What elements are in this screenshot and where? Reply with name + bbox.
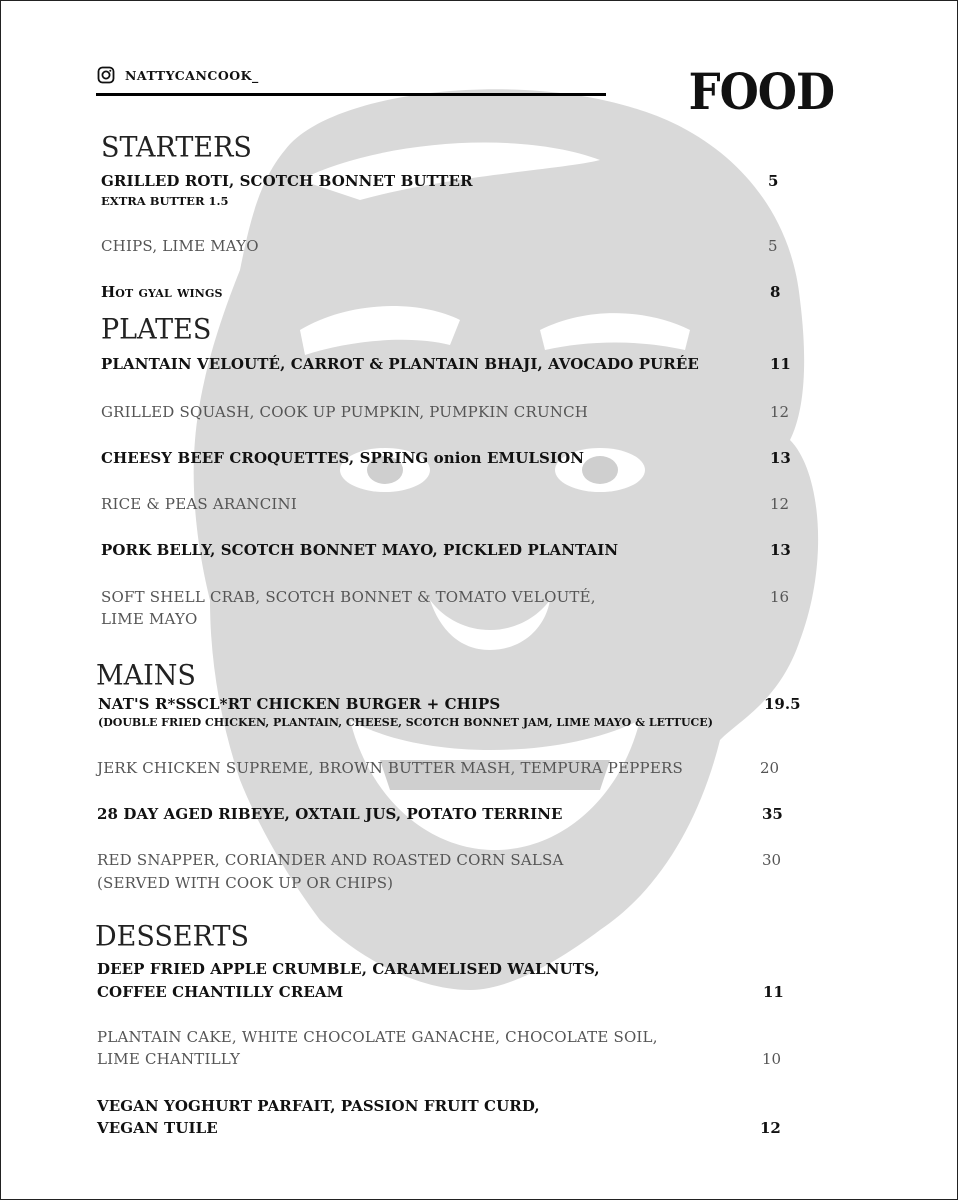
- menu-item-name-cont: LIME CHANTILLY: [97, 1050, 241, 1068]
- menu-item-price: 16: [770, 588, 790, 606]
- menu-item-name: RICE & PEAS ARANCINI: [101, 495, 297, 513]
- menu-item-price: 13: [770, 449, 791, 467]
- instagram-icon: [97, 66, 115, 84]
- menu-item-name: NAT'S R*SSCL*RT CHICKEN BURGER + CHIPS: [98, 695, 501, 713]
- menu-item-price: 12: [770, 403, 790, 421]
- menu-item-price: 12: [760, 1119, 781, 1137]
- menu-item-name: VEGAN YOGHURT PARFAIT, PASSION FRUIT CURD,: [97, 1097, 540, 1115]
- menu-item-name: GRILLED ROTI, SCOTCH BONNET BUTTER: [101, 172, 473, 190]
- page-title: FOOD: [688, 62, 834, 121]
- menu-item-price: 5: [768, 172, 779, 190]
- menu-item-price: 35: [762, 805, 783, 823]
- header-rule: [96, 93, 606, 96]
- section-title-mains: MAINS: [96, 659, 196, 692]
- menu-item-price: 20: [760, 759, 780, 777]
- section-title-plates: PLATES: [101, 313, 212, 346]
- menu-item-name: DEEP FRIED APPLE CRUMBLE, CARAMELISED WALNUTS,: [97, 960, 600, 978]
- menu-item-name: CHEESY BEEF CROQUETTES, SPRING onion EMULSION: [101, 449, 585, 467]
- menu-item-name: SOFT SHELL CRAB, SCOTCH BONNET & TOMATO VELOUTÉ,: [101, 588, 596, 606]
- menu-item-price: 30: [762, 851, 782, 869]
- menu-item-name-cont: (SERVED WITH COOK UP OR CHIPS): [97, 874, 394, 892]
- menu-item-name: Hot gyal wings: [101, 283, 223, 301]
- menu-item-name: PLANTAIN CAKE, WHITE CHOCOLATE GANACHE, CHOCOLATE SOIL,: [97, 1028, 658, 1046]
- menu-item-name-cont: VEGAN TUILE: [97, 1119, 218, 1137]
- menu-item-price: 5: [768, 237, 778, 255]
- menu-item-name: CHIPS, LIME MAYO: [101, 237, 259, 255]
- menu-item-price: 19.5: [764, 695, 801, 713]
- menu-item-name: 28 DAY AGED RIBEYE, OXTAIL JUS, POTATO TERRINE: [97, 805, 563, 823]
- menu-item-name: RED SNAPPER, CORIANDER AND ROASTED CORN SALSA: [97, 851, 564, 869]
- menu-item-note: (DOUBLE FRIED CHICKEN, PLANTAIN, CHEESE, SCOTCH BONNET JAM, LIME MAYO & LETTUCE): [98, 716, 713, 729]
- menu-item-name: JERK CHICKEN SUPREME, BROWN BUTTER MASH, TEMPURA PEPPERS: [97, 759, 683, 777]
- menu-item-note: EXTRA BUTTER 1.5: [101, 194, 229, 208]
- menu-item-name-cont: LIME MAYO: [101, 610, 198, 628]
- menu-item-name: GRILLED SQUASH, COOK UP PUMPKIN, PUMPKIN CRUNCH: [101, 403, 589, 421]
- instagram-handle-text: NATTYCANCOOK_: [125, 67, 259, 83]
- menu-item-price: 11: [763, 983, 784, 1001]
- menu-item-name: PLANTAIN VELOUTÉ, CARROT & PLANTAIN BHAJI, AVOCADO PURÉE: [101, 355, 699, 373]
- section-title-desserts: DESSERTS: [95, 920, 249, 953]
- menu-item-price: 10: [762, 1050, 782, 1068]
- menu-item-price: 13: [770, 541, 791, 559]
- menu-item-name: PORK BELLY, SCOTCH BONNET MAYO, PICKLED PLANTAIN: [101, 541, 619, 559]
- menu-item-name-cont: COFFEE CHANTILLY CREAM: [97, 983, 344, 1001]
- menu-item-price: 8: [770, 283, 781, 301]
- menu-item-price: 12: [770, 495, 790, 513]
- menu-item-price: 11: [770, 355, 791, 373]
- instagram-handle: [97, 66, 259, 84]
- section-title-starters: STARTERS: [101, 131, 252, 164]
